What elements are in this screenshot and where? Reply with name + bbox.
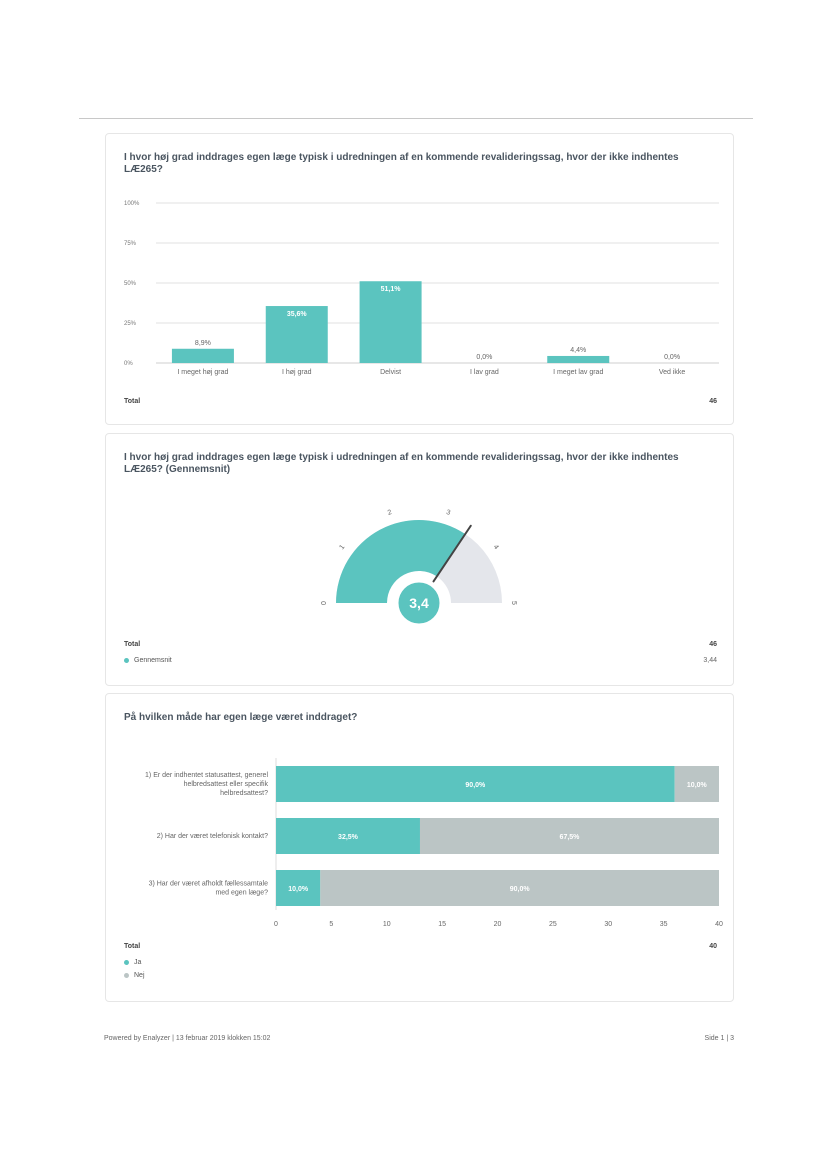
x-tick-label: I meget lav grad <box>553 369 604 376</box>
legend-gennemsnit <box>124 657 172 664</box>
chart-title: I hvor høj grad inddrages egen læge typisk i udredningen af en kommende revalideringssag, hvor der ikke indhentes LÆ265? <box>124 152 679 175</box>
chart-title: I hvor høj grad inddrages egen læge typisk i udredningen af en kommende revalideringssag, hvor der ikke indhentes LÆ265? (Gennemsnit) <box>124 452 679 475</box>
chart-title: På hvilken måde har egen læge været inddraget? <box>124 712 358 723</box>
category-label: 2) Har der været telefonisk kontakt? <box>156 833 268 840</box>
gauge-tick-label: 0 <box>320 601 328 605</box>
data-label: 10,0% <box>288 886 309 893</box>
header-divider <box>79 118 753 119</box>
data-label: 0,0% <box>476 354 493 361</box>
bar-chart <box>106 172 731 424</box>
total-value: 46 <box>709 398 717 405</box>
legend-label: Gennemsnit <box>134 657 172 664</box>
y-tick-label: 50% <box>124 281 137 287</box>
data-label: 51,1% <box>380 286 401 294</box>
data-label: 35,6% <box>286 311 307 319</box>
category-label: helbredsattest? <box>220 790 268 797</box>
legend-nej <box>124 972 145 979</box>
gauge-tick-label: 3 <box>445 509 452 517</box>
card-bar-chart <box>105 133 734 425</box>
legend-label: Nej <box>134 972 145 979</box>
bar <box>172 349 234 363</box>
legend-dot <box>124 973 129 978</box>
card-gauge-chart <box>105 433 734 686</box>
y-tick-label: 0% <box>124 361 133 367</box>
data-label: 10,0% <box>686 782 707 789</box>
legend-value: 3,44 <box>703 657 717 664</box>
x-tick-label: 40 <box>715 921 723 928</box>
category-label: 1) Er der indhentet statusattest, generel <box>145 772 268 779</box>
x-tick-label: I meget høj grad <box>177 369 229 376</box>
x-tick-label: Delvist <box>380 369 402 376</box>
x-tick-label: 5 <box>329 921 334 928</box>
data-label: 4,4% <box>570 346 587 354</box>
gauge-tick-label: 2 <box>386 509 393 517</box>
data-label: 8,9% <box>194 339 211 347</box>
total-value: 40 <box>709 943 717 950</box>
bar <box>360 281 422 363</box>
total-label: Total <box>124 943 141 950</box>
card-stacked-bar-chart <box>105 693 734 1002</box>
x-tick-label: 10 <box>382 921 391 928</box>
total-label: Total <box>124 641 141 648</box>
gauge-value: 3,4 <box>409 595 429 611</box>
gauge-tick-label: 5 <box>510 601 518 605</box>
footer-left: Powered by Enalyzer | 13 februar 2019 klokken 15:02 <box>104 1035 271 1042</box>
x-tick-label: Ved ikke <box>658 369 686 376</box>
data-label: 32,5% <box>338 834 358 841</box>
x-tick-label: I høj grad <box>281 369 312 376</box>
x-tick-label: 15 <box>438 921 447 928</box>
gauge-tick-label: 1 <box>338 543 347 551</box>
legend-label: Ja <box>134 959 142 966</box>
data-label: 0,0% <box>664 354 681 361</box>
x-tick-label: 20 <box>493 921 502 928</box>
category-label: 3) Har der været afholdt fællessamtale <box>148 880 268 888</box>
y-tick-label: 100% <box>124 201 140 207</box>
gauge-chart <box>106 482 731 632</box>
y-tick-label: 75% <box>124 241 137 247</box>
data-label: 90,0% <box>509 886 530 893</box>
gauge-tick-label: 4 <box>491 543 500 551</box>
data-label: 67,5% <box>559 834 580 841</box>
footer-right: Side 1 | 3 <box>704 1035 734 1042</box>
category-label: helbredsattest eller specifik <box>183 781 268 788</box>
data-label: 90,0% <box>465 782 486 789</box>
y-tick-label: 25% <box>124 321 137 327</box>
total-value: 46 <box>709 641 717 648</box>
stacked-bar-chart <box>106 750 731 930</box>
x-tick-label: 30 <box>604 921 613 928</box>
bar <box>547 356 609 363</box>
x-tick-label: 25 <box>548 921 557 928</box>
x-tick-label: 0 <box>274 921 278 928</box>
legend-dot <box>124 960 129 965</box>
legend-dot <box>124 658 129 663</box>
x-tick-label: 35 <box>659 921 668 928</box>
total-label: Total <box>124 398 141 405</box>
category-label: med egen læge? <box>215 889 268 897</box>
legend-ja <box>124 959 141 966</box>
x-tick-label: I lav grad <box>470 369 499 376</box>
